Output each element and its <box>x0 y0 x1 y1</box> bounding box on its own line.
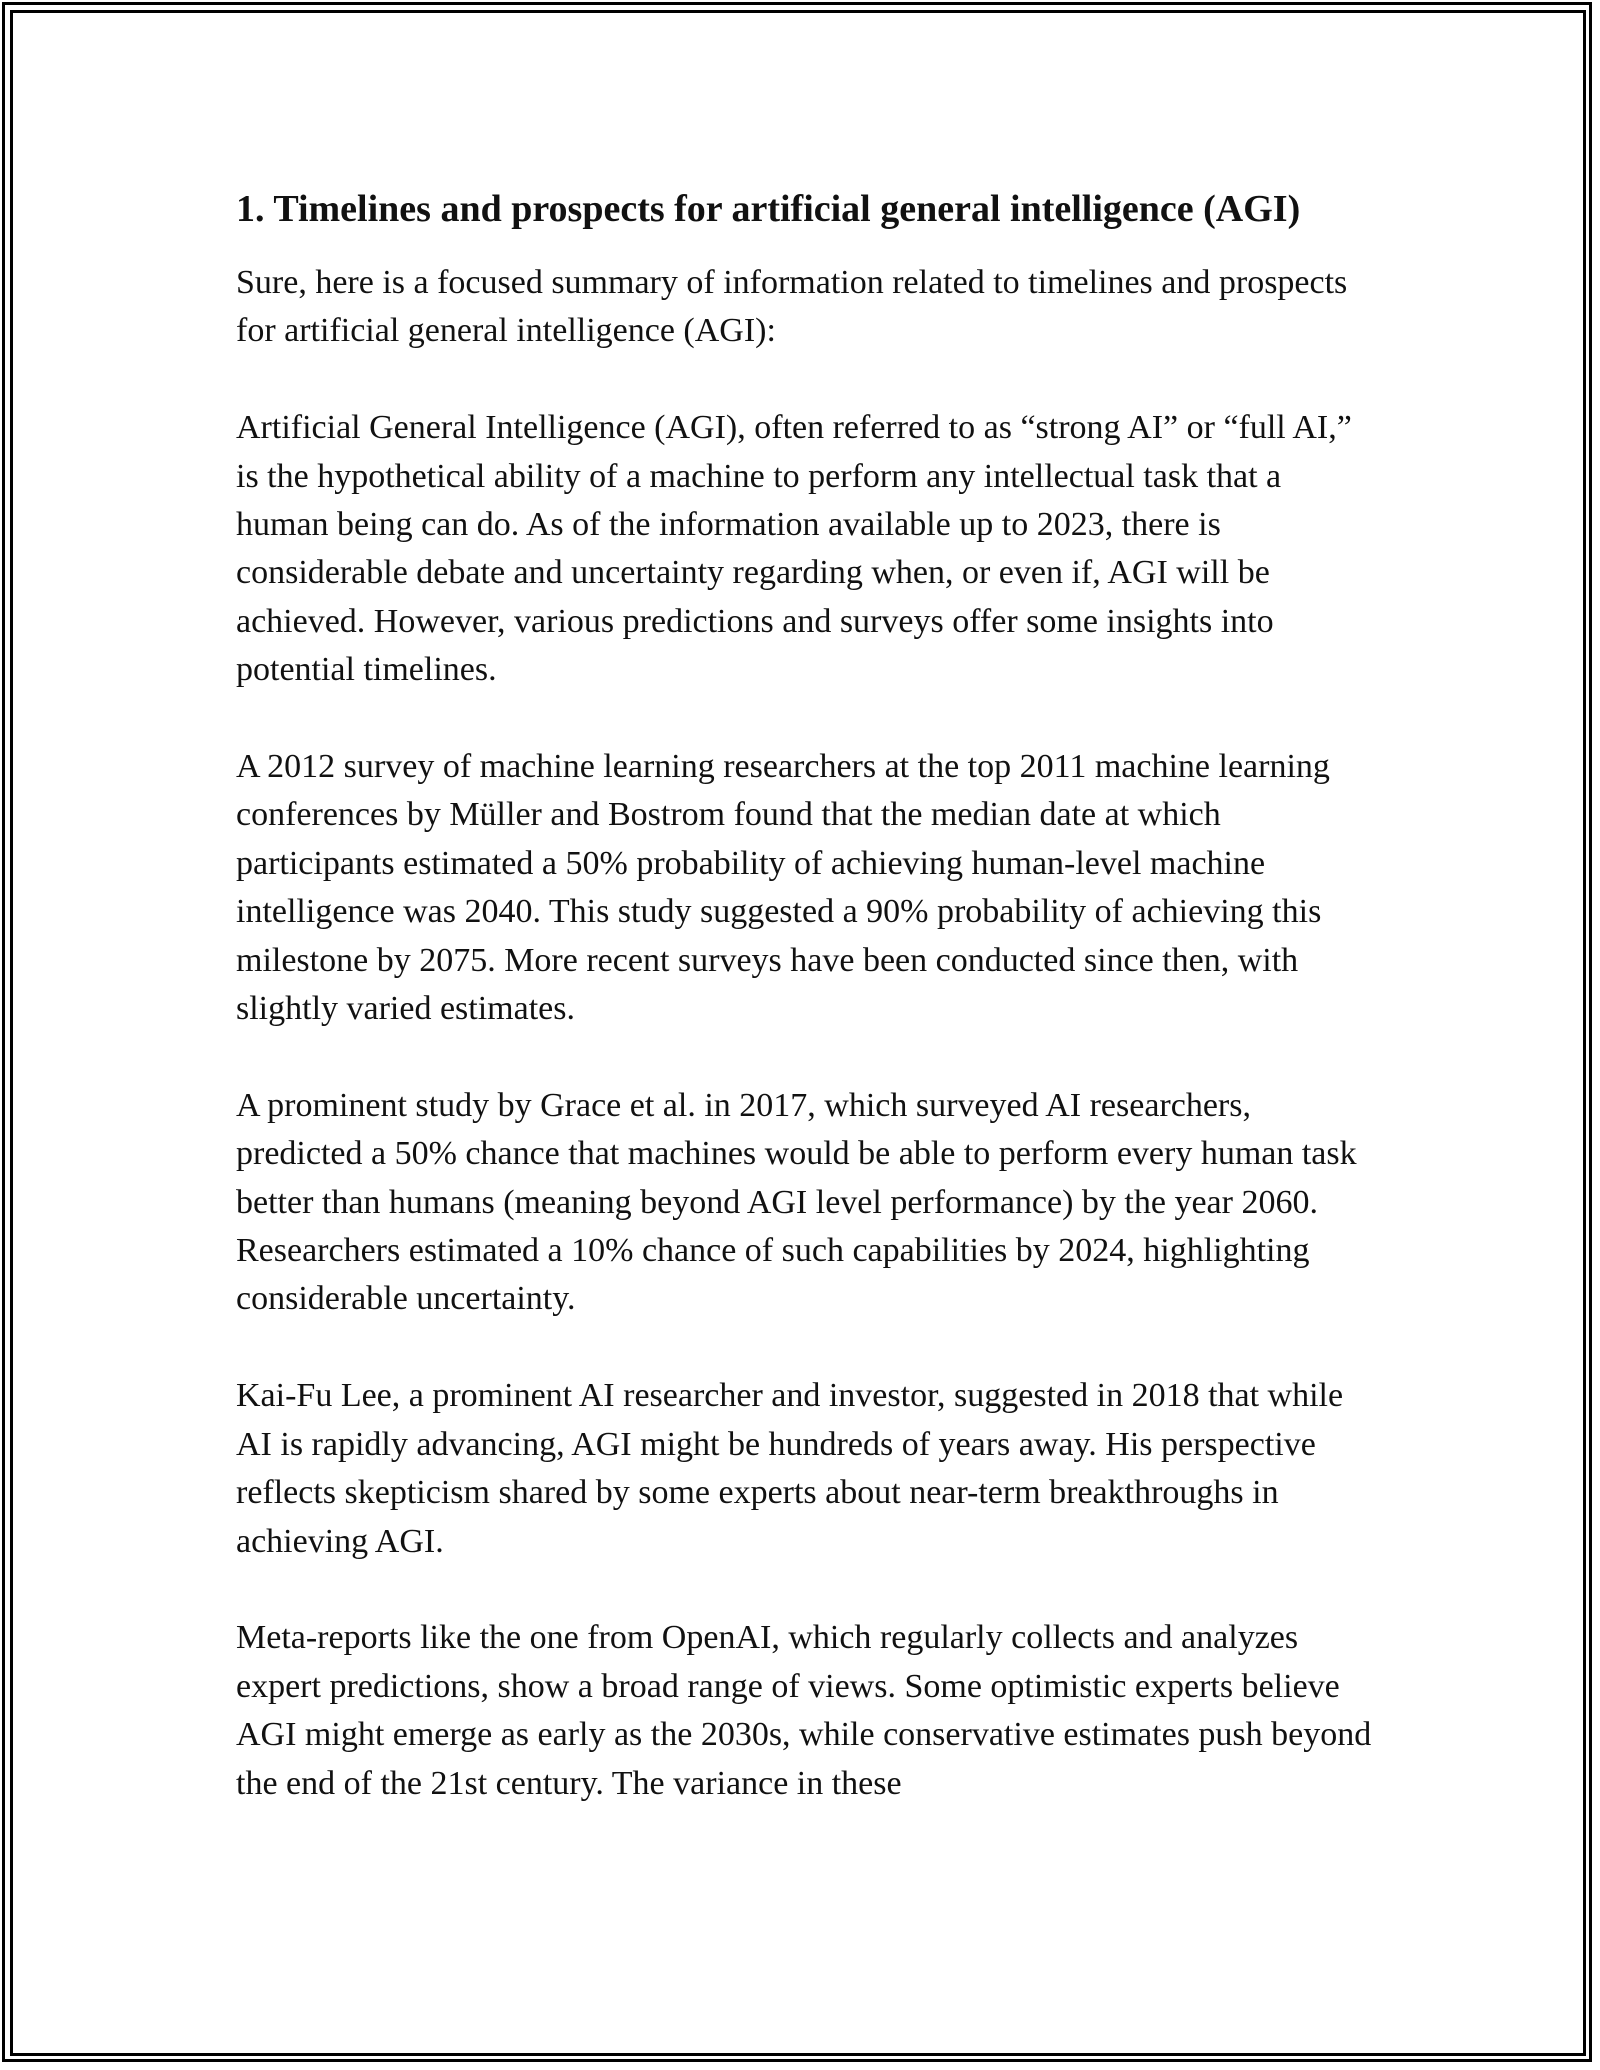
paragraph-muller-bostrom-survey: A 2012 survey of machine learning researchers at the top 2011 machine learning conferences by Müller and Bostrom found that the median date at which participants estimated a 50% probability of achieving human-level machine intelligence was 2040. This study suggested a 90% probability of achieving this milestone by 2075. More recent surveys have been conducted since then, with slightly varied estimates. <box>236 748 1330 1028</box>
paragraph-meta-reports: Meta-reports like the one from OpenAI, which regularly collects and analyzes expert predictions, show a broad range of views. Some optimistic experts believe AGI might emerge as early as the 2030s, while conservative estimates push beyond the end of the 21st century. The variance in these <box>236 1619 1372 1802</box>
paragraph-agi-definition: Artificial General Intelligence (AGI), often referred to as “strong AI” or “full AI,” is the hypothetical ability of a machine to perform any intellectual task that a human being can do. As of the information available up to 2023, there is considerable debate and uncertainty regarding when, or even if, AGI will be achieved. However, various predictions and surveys offer some insights into potential timelines. <box>236 409 1352 689</box>
paragraph-kai-fu-lee: Kai-Fu Lee, a prominent AI researcher and investor, suggested in 2018 that while AI is rapidly advancing, AGI might be hundreds of years away. His perspective reflects skepticism shared by some experts about near-term breakthroughs in achieving AGI. <box>236 1377 1344 1560</box>
section-heading: 1. Timelines and prospects for artificial general intelligence (AGI) <box>236 188 1301 230</box>
document-body <box>236 184 1376 1856</box>
paragraph-intro: Sure, here is a focused summary of information related to timelines and prospects for artificial general intelligence (AGI): <box>236 264 1348 350</box>
paragraph-grace-study: A prominent study by Grace et al. in 2017, which surveyed AI researchers, predicted a 50% chance that machines would be able to perform every human task better than humans (meaning beyond AGI level performance) by the year 2060. Researchers estimated a 10% chance of such capabilities by 2024, highlighting considerable uncertainty. <box>236 1086 1357 1318</box>
